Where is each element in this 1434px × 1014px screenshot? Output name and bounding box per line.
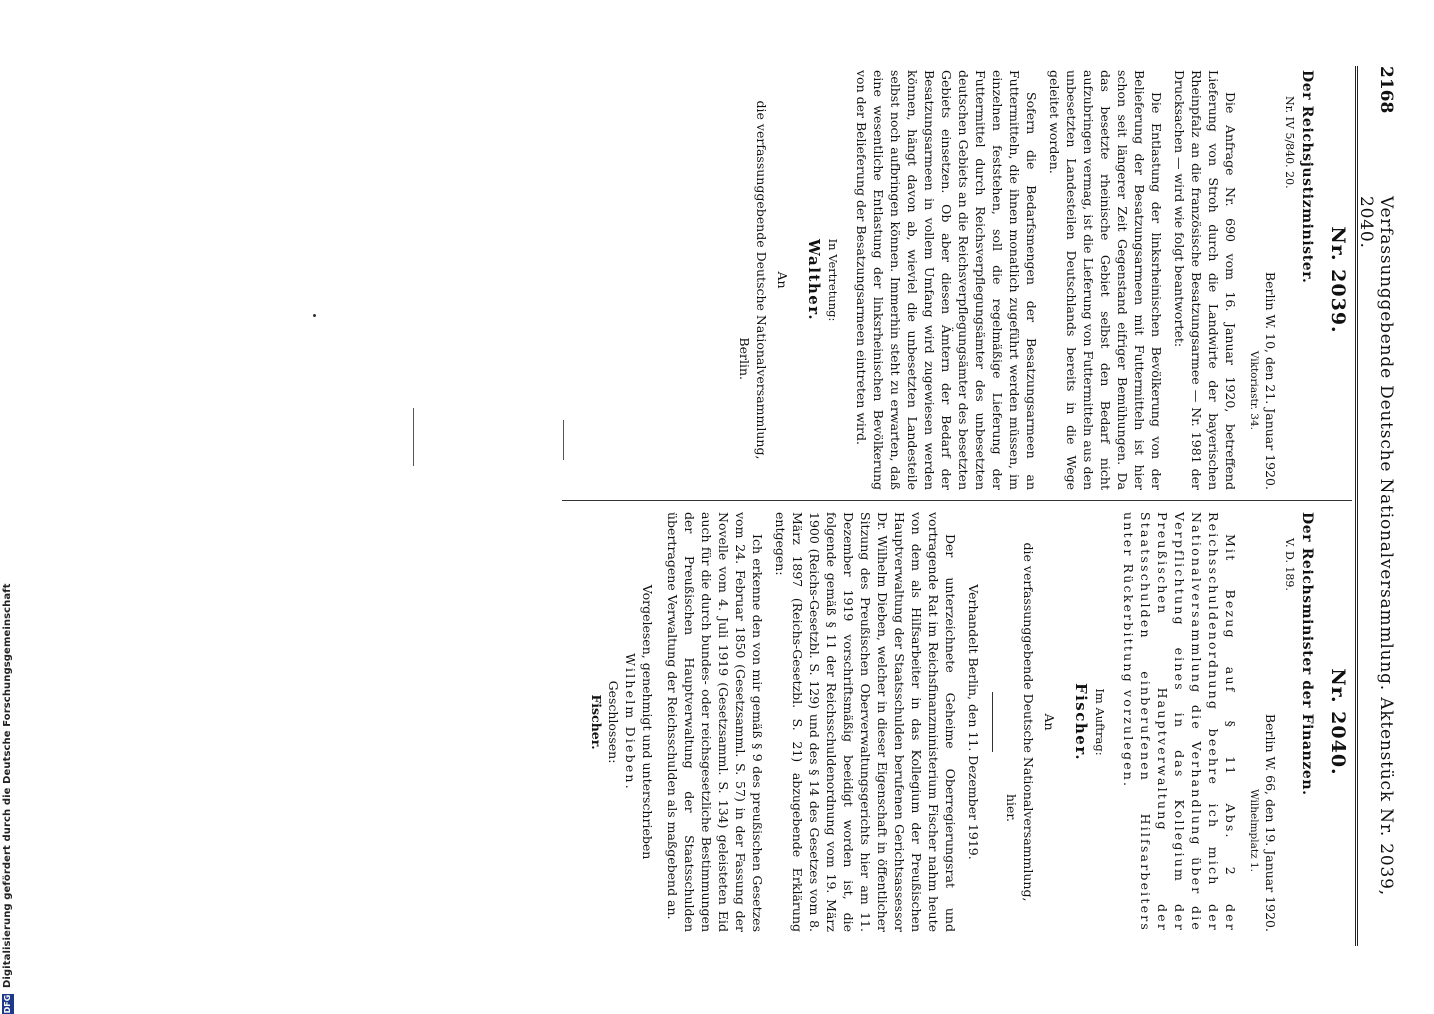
addressee: die verfassunggebende Deutsche Nationalversammlung, — [1021, 542, 1036, 902]
separator-rule — [992, 692, 993, 752]
paragraph: Ich erkenne den von mir gemäß § 9 des preußischen Gesetzes vom 24. Februar 1850 (Gesetzsamml. S. 57) in der Fassung der Novelle vom 4. Juli 1919 (Gesetzsamml. S. 134) geleisteten Eid auch für die durch bundes- oder reichsgesetzliche Bestimmungen der Preußischen Hauptverwaltung der Staatsschulden übertragene Verwaltung der Reichsschulden als maßgebend an. — [665, 512, 765, 932]
reference-number: V. D. 189. — [1283, 538, 1296, 591]
closing-line: Vorgelesen, genehmigt und unterschrieben — [640, 584, 655, 860]
ministry: Der Reichsjustizminister. — [1299, 70, 1315, 284]
place-date: Berlin W. 10, den 21. Januar 1920. — [1263, 271, 1278, 490]
signature: Walther. — [805, 238, 823, 322]
paragraph: Die Anfrage Nr. 690 vom 16. Januar 1920, betreffend Lieferung von Stroh durch die Landwirte der bayerischen Rheinpfalz an die französische Besatzungsarmee — Nr. 1981 der Drucksachen — wird wie folgt beantwortet: — [1172, 70, 1238, 490]
paragraph: Sofern die Bedarfsmengen der Besatzungsarmeen an Futtermitteln, die ihnen monatlich zugeführt werden müssen, im einzelnen feststehen, soll die regelmäßige Lieferung der Futtermittel durch Reichsverpflegungsämter des unbesetzten deutschen Gebiets an die Reichsverpflegungsämter des besetzten Gebiets einsetzen. Ob aber diesen Ämtern der Bedarf der Besatzungsarmeen in vollem Umfang wird zugewiesen werden können, hängt davon ab, wieviel die unbesetzten Landesteile selbst noch aufbringen können. Immerhin steht zu erwarten, daß eine wesentliche Entlastung der linksrheinischen Bevölkerung von der Belieferung der Besatzungsarmeen eintreten wird. — [854, 70, 1039, 490]
closing-name: Wilhelm Dieben. — [623, 653, 638, 791]
reference-number: Nr. IV 5/840. 20. — [1283, 96, 1296, 189]
street-address: Wilhelmplatz 1. — [1248, 788, 1260, 872]
closing-line: Geschlossen: — [606, 680, 621, 764]
paragraph: Der unterzeichnete Geheime Oberregierungsrat und vortragende Rat im Reichsfinanzministerium Fischer nahm heute von dem als Hilfsarbeiter in das Kollegium der Preußischen Hauptverwaltung der Staatsschulden berufenen Gerichtsassessor Dr. Wilhelm Dieben, welcher in dieser Eigenschaft in öffentlicher Sitzung des Preußischen Oberverwaltungsgerichts hier am 11. Dezember 1919 vorschriftsmäßig beeidigt worden ist, die folgende gemäß § 11 der Reichsschuldenordnung vom 19. März 1900 (Reichs-Gesetzbl. S. 129) und des § 14 des Gesetzes vom 8. März 1897 (Reichs-Gesetzbl. S. 21) abzugebende Erklärung entgegen: — [773, 512, 958, 932]
dfg-logo-icon: DFG — [3, 994, 12, 1014]
document-2040 — [588, 512, 1350, 932]
paragraph: Die Entlastung der linksrheinischen Bevölkerung von der Belieferung der Besatzungsarmeen mit Futtermitteln ist hier schon seit längerer Zeit Gegenstand eifriger Bemühungen. Da das besetzte rheinische Gebiet selbst den Bedarf nicht aufzubringen vermag, ist die Lieferung von Futtermitteln aus den unbesetzten Landesteilen Deutschlands bereits in die Wege geleitet worden. — [1047, 70, 1164, 490]
scan-artifact-line — [413, 408, 414, 466]
document-2039 — [736, 70, 1350, 490]
column-divider — [562, 500, 1352, 501]
page-header — [1356, 66, 1404, 946]
signature-note: Im Auftrag: — [1093, 688, 1107, 756]
ministry: Der Reichsminister der Finanzen. — [1299, 512, 1315, 796]
addressee-place: hier. — [1004, 793, 1019, 822]
closing-signature: Fischer. — [589, 694, 604, 750]
doc-title: Nr. 2039. — [1327, 226, 1349, 334]
addressee-prefix: An — [775, 271, 790, 289]
addressee-prefix: An — [1042, 713, 1057, 731]
paragraph: Mit Bezug auf § 11 Abs. 2 der Reichsschuldenordnung beehre ich mich der Nationalversammlung die Verhandlung über die Verpflichtung eines in das Kollegium der Preußischen Hauptverwaltung der Staatsschulden einberufenen Hilfsarbeiters unter Rückerbittung vorzulegen. — [1121, 512, 1238, 932]
addressee-place: Berlin. — [737, 337, 752, 380]
scan-artifact-line — [563, 420, 564, 460]
addressee: die verfassunggebende Deutsche Nationalversammlung, — [754, 100, 769, 460]
running-title: Verfassunggebende Deutsche Nationalversammlung. Aktenstück Nr. 2039, 2040. — [1356, 196, 1396, 896]
street-address: Viktoriastr. 34. — [1248, 350, 1260, 430]
page-number: 2168 — [1376, 66, 1396, 114]
place-date: Berlin W. 66, den 19. Januar 1920. — [1263, 713, 1278, 932]
signature: Fischer. — [1072, 682, 1090, 762]
signature-note: In Vertretung: — [826, 238, 840, 322]
header-rule — [1355, 66, 1358, 946]
doc-title: Nr. 2040. — [1327, 668, 1349, 776]
credit-text: Digitalisierung gefördert durch die Deutsche Forschungsgemeinschaft — [2, 583, 13, 988]
scan-speck — [313, 314, 316, 317]
minutes-date: Verhandelt Berlin, den 11. Dezember 1919. — [966, 584, 981, 860]
